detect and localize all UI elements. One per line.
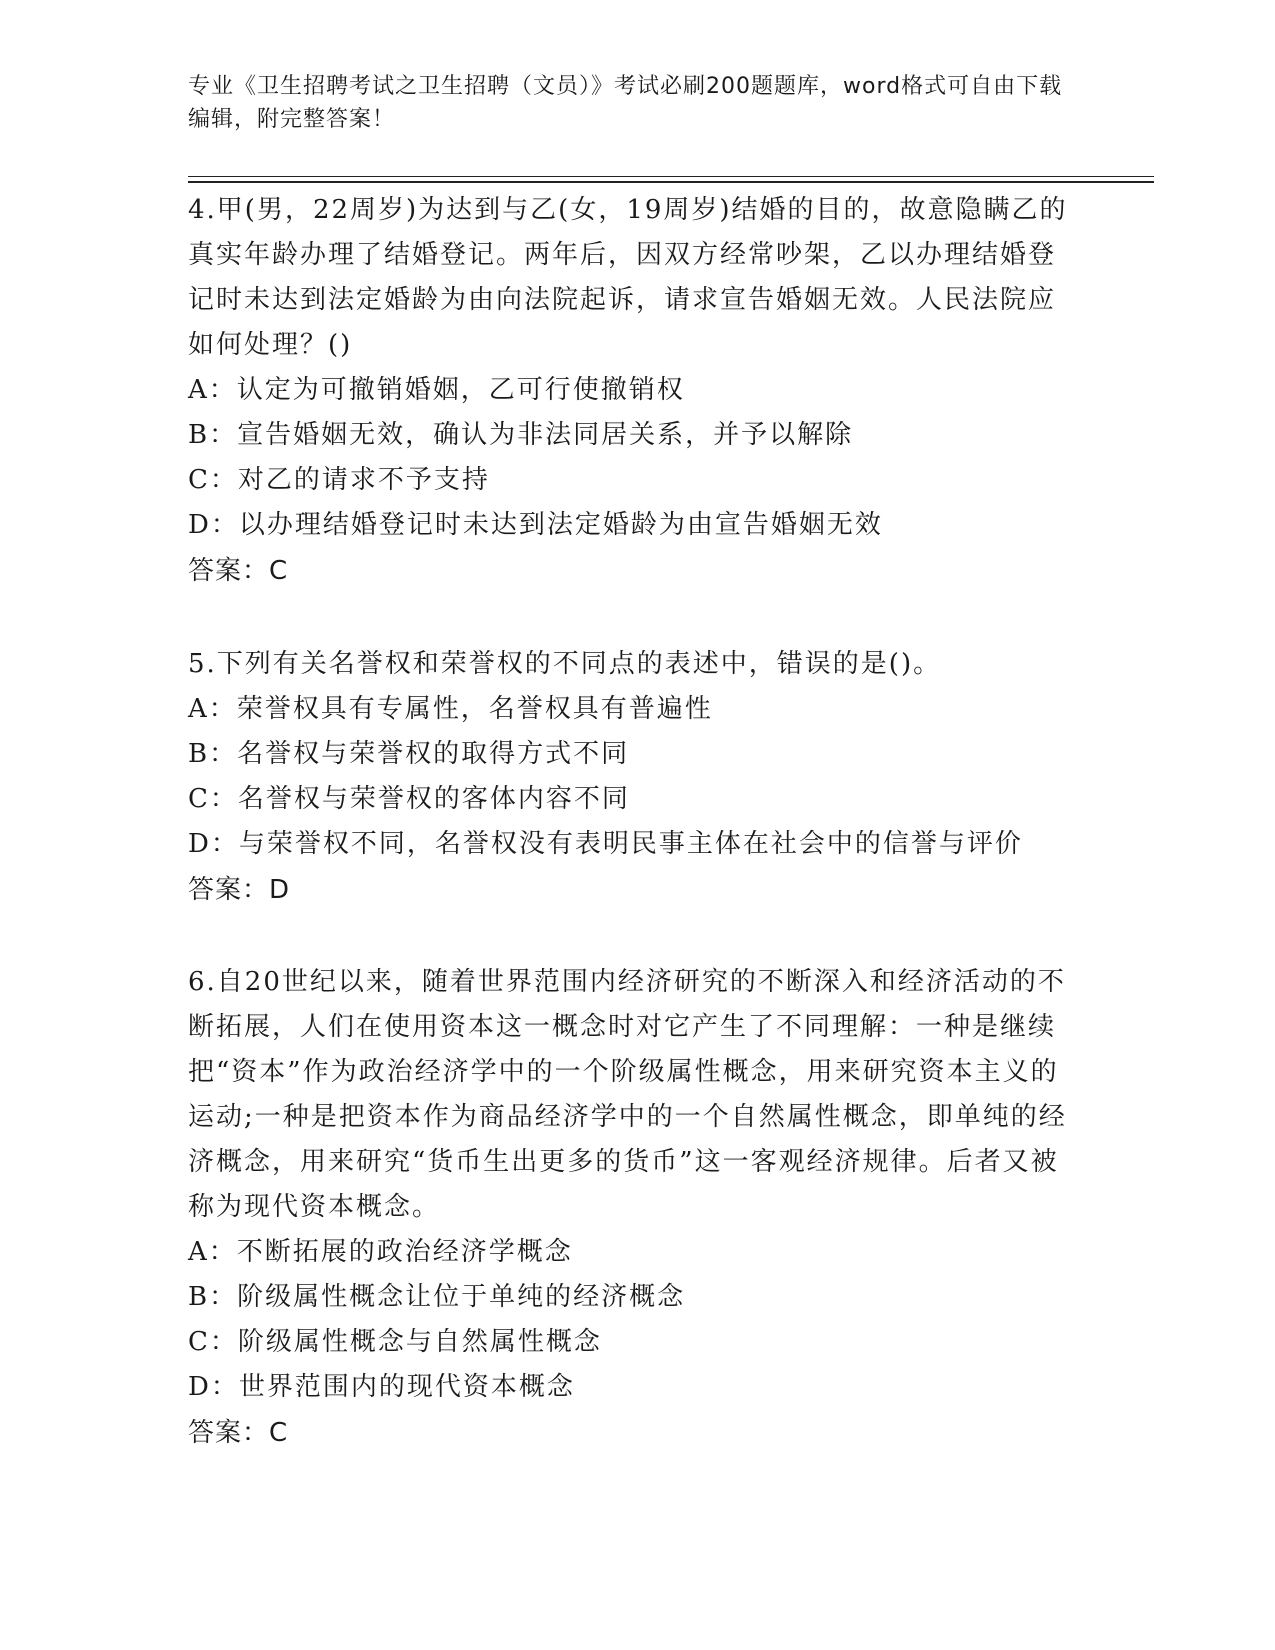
option-b: B：阶级属性概念让位于单纯的经济概念 <box>188 1282 686 1312</box>
question-stem: 4.甲(男，22周岁)为达到与乙(女，19周岁)结婚的目的，故意隐瞒乙的真实年龄办理了结婚登记。两年后，因双方经常吵架，乙以办理结婚登记时未达到法定婚龄为由向法院起诉，请求宣告婚姻无效。人民法院应如何处理？() <box>188 195 1068 360</box>
header-divider-thick <box>188 181 1154 183</box>
question-stem: 5.下列有关名誉权和荣誉权的不同点的表述中，错误的是()。 <box>188 649 942 679</box>
question-5 <box>188 642 1068 913</box>
header-title: 专业《卫生招聘考试之卫生招聘（文员）》考试必刷200题题库，word格式可自由下载编辑，附完整答案！ <box>188 74 1063 132</box>
option-c: C：名誉权与荣誉权的客体内容不同 <box>188 784 630 814</box>
option-b: B：宣告婚姻无效，确认为非法同居关系，并予以解除 <box>188 420 854 450</box>
option-d: D：世界范围内的现代资本概念 <box>188 1372 575 1402</box>
question-6 <box>188 960 1068 1456</box>
option-c: C：对乙的请求不予支持 <box>188 465 490 495</box>
option-a: A：荣誉权具有专属性，名誉权具有普遍性 <box>188 694 713 724</box>
option-a: A：不断拓展的政治经济学概念 <box>188 1237 573 1267</box>
question-4 <box>188 188 1068 594</box>
answer-line: 答案：D <box>188 875 291 905</box>
answer-line: 答案：C <box>188 556 289 586</box>
answer-line: 答案：C <box>188 1418 289 1448</box>
option-b: B：名誉权与荣誉权的取得方式不同 <box>188 739 630 769</box>
header-divider-thin <box>188 176 1154 177</box>
option-d: D：与荣誉权不同，名誉权没有表明民事主体在社会中的信誉与评价 <box>188 829 1023 859</box>
question-stem: 6.自20世纪以来，随着世界范围内经济研究的不断深入和经济活动的不断拓展，人们在使用资本这一概念时对它产生了不同理解：一种是继续把“资本”作为政治经济学中的一个阶级属性概念，用来研究资本主义的运动;一种是把资本作为商品经济学中的一个自然属性概念，即单纯的经济概念，用来研究“货币生出更多的货币”这一客观经济规律。后者又被称为现代资本概念。 <box>188 967 1067 1222</box>
option-c: C：阶级属性概念与自然属性概念 <box>188 1327 602 1357</box>
option-d: D：以办理结婚登记时未达到法定婚龄为由宣告婚姻无效 <box>188 510 883 540</box>
option-a: A：认定为可撤销婚姻，乙可行使撤销权 <box>188 375 685 405</box>
document-header <box>188 70 1068 136</box>
